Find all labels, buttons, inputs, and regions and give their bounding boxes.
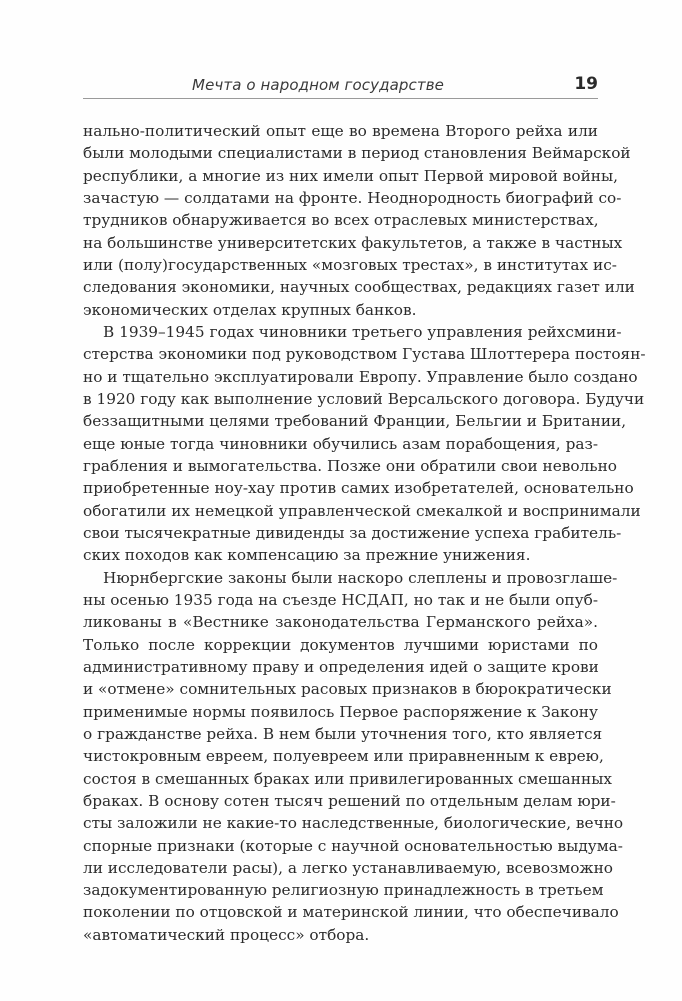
text-line: и «отмене» сомнительных расовых признаков в бюрократически	[83, 680, 612, 699]
paragraph	[83, 567, 624, 947]
text-line: ликованы в «Вестнике законодательства Германского рейха».	[83, 613, 598, 632]
text-line: на большинстве университетских факультетов, а также в частных	[83, 233, 623, 252]
text-line: спорные признаки (которые с научной основательностью выдума-	[83, 836, 623, 855]
text-line: республики, а многие из них имели опыт Первой мировой войны,	[83, 166, 619, 185]
text-line: обогатили их немецкой управленческой смекалкой и воспринимали	[83, 501, 641, 520]
text-line: или (полу)государственных «мозговых трестах», в институтах ис-	[83, 255, 617, 274]
body-text	[83, 120, 646, 946]
text-line: экономических отделах крупных банков.	[83, 300, 417, 319]
text-line: зачастую — солдатами на фронте. Неоднородность биографий со-	[83, 188, 622, 207]
text-line: административному праву и определения идей о защите крови	[83, 657, 599, 676]
text-line: чистокровным евреем, полуевреем или приравненным к еврею,	[83, 747, 604, 766]
page-header	[83, 74, 598, 99]
text-line: грабления и вымогательства. Позже они обратили свои невольно	[83, 456, 618, 475]
text-line: поколении по отцовской и материнской линии, что обеспечивало	[83, 903, 619, 922]
text-line: нально-политический опыт еще во времена Второго рейха или	[83, 122, 598, 140]
text-line: Нюрнбергские законы были наскоро слеплены и провозглаше-	[103, 568, 618, 587]
text-line: состоя в смешанных браках или привилегированных смешанных	[83, 769, 612, 788]
text-line: приобретенные ноу-хау против самих изобретателей, основательно	[83, 479, 634, 498]
text-line: следования экономики, научных сообществах, редакциях газет или	[83, 278, 635, 297]
text-line: в 1920 году как выполнение условий Версальского договора. Будучи	[83, 389, 645, 408]
page-number: 19	[574, 74, 598, 94]
text-line: браках. В основу сотен тысяч решений по отдельным делам юри-	[83, 791, 616, 810]
running-title: Мечта о народном государстве	[192, 76, 444, 94]
text-line: трудников обнаруживается во всех отраслевых министерствах,	[83, 211, 599, 230]
text-line: Только после коррекции документов лучшими юристами по	[83, 635, 598, 654]
text-line: беззащитными целями требований Франции, Бельгии и Британии,	[83, 412, 627, 431]
text-line: стерства экономики под руководством Густава Шлоттерера постоян-	[83, 345, 646, 364]
text-line: еще юные тогда чиновники обучились азам порабощения, раз-	[83, 434, 598, 453]
text-line: сты заложили не какие-то наследственные, биологические, вечно	[83, 814, 624, 833]
text-line: ны осенью 1935 года на съезде НСДАП, но так и не были опуб-	[83, 590, 598, 609]
text-line: ли исследователи расы), а легко устанавливаемую, всевозможно	[83, 858, 613, 877]
text-line: свои тысячекратные дивиденды за достижение успеха грабитель-	[83, 523, 622, 542]
paragraph	[83, 321, 646, 567]
text-line: но и тщательно эксплуатировали Европу. Управление было создано	[83, 367, 638, 386]
text-line: применимые нормы появилось Первое распоряжение к Закону	[83, 702, 598, 721]
text-line: В 1939–1945 годах чиновники третьего управления рейхсмини-	[103, 322, 622, 341]
text-line: были молодыми специалистами в период становления Веймарской	[83, 144, 631, 163]
text-line: о гражданстве рейха. В нем были уточнения того, кто является	[83, 724, 603, 743]
text-line: «автоматический процесс» отбора.	[83, 925, 370, 944]
paragraph	[83, 120, 635, 321]
text-line: задокументированную религиозную принадлежность в третьем	[83, 881, 604, 900]
text-line: ских походов как компенсацию за прежние унижения.	[83, 546, 531, 565]
